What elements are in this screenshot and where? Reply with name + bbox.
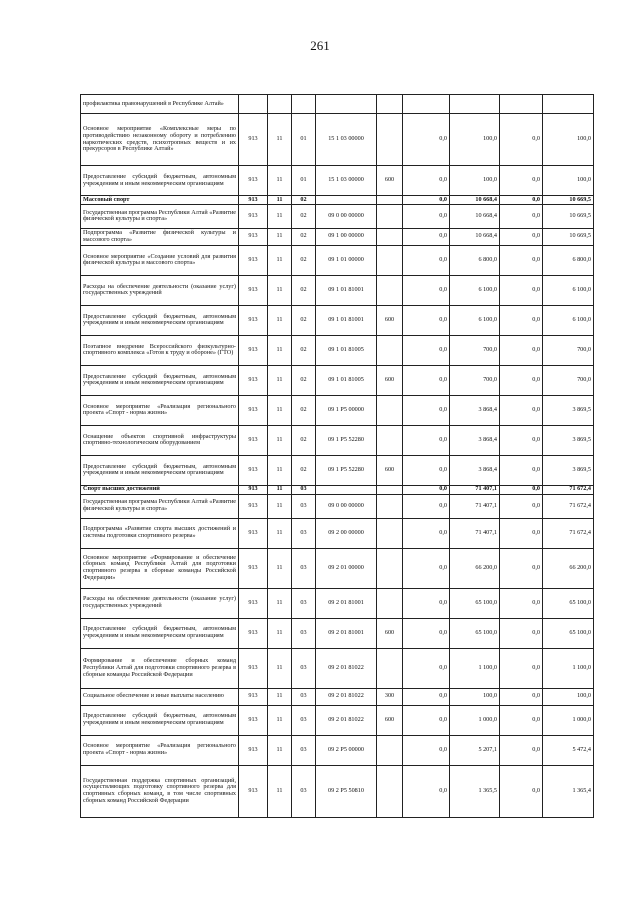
- gr-cell: 913: [239, 455, 268, 485]
- table-row: [81, 735, 594, 765]
- vr-cell: 600: [377, 705, 403, 735]
- rz-cell: 11: [268, 425, 292, 455]
- value-2-cell: 1 100,0: [450, 648, 500, 688]
- value-1-cell: 0,0: [403, 275, 450, 305]
- table-row: [81, 688, 594, 705]
- value-1-cell: 0,0: [403, 648, 450, 688]
- cs-cell: 09 2 01 81022: [316, 648, 377, 688]
- row-name-cell: Подпрограмма «Развитие физической культуры и массового спорта»: [81, 228, 239, 245]
- value-4-cell: 1 000,0: [543, 705, 594, 735]
- table-row: [81, 305, 594, 335]
- vr-cell: [377, 395, 403, 425]
- cs-cell: 09 1 P5 52280: [316, 425, 377, 455]
- gr-cell: [239, 95, 268, 114]
- pr-cell: 03: [292, 688, 316, 705]
- value-1-cell: 0,0: [403, 705, 450, 735]
- pr-cell: 03: [292, 705, 316, 735]
- gr-cell: 913: [239, 548, 268, 588]
- vr-cell: [377, 196, 403, 205]
- value-4-cell: 100,0: [543, 166, 594, 196]
- gr-cell: 913: [239, 518, 268, 548]
- value-2-cell: 71 407,1: [450, 494, 500, 518]
- value-3-cell: 0,0: [500, 765, 543, 817]
- value-3-cell: 0,0: [500, 705, 543, 735]
- value-3-cell: 0,0: [500, 485, 543, 494]
- vr-cell: [377, 494, 403, 518]
- row-name-cell: Предоставление субсидий бюджетным, автономным учреждениям и иным некоммерческим организациям: [81, 305, 239, 335]
- table-row: [81, 95, 594, 114]
- table-body: [81, 95, 594, 818]
- value-3-cell: 0,0: [500, 735, 543, 765]
- value-3-cell: 0,0: [500, 305, 543, 335]
- vr-cell: 600: [377, 455, 403, 485]
- gr-cell: 913: [239, 114, 268, 166]
- rz-cell: 11: [268, 196, 292, 205]
- table-row: [81, 588, 594, 618]
- rz-cell: 11: [268, 648, 292, 688]
- value-2-cell: 700,0: [450, 365, 500, 395]
- row-name-cell: Предоставление субсидий бюджетным, автономным учреждениям и иным некоммерческим организациям: [81, 618, 239, 648]
- rz-cell: 11: [268, 518, 292, 548]
- rz-cell: 11: [268, 455, 292, 485]
- value-2-cell: 6 100,0: [450, 275, 500, 305]
- value-2-cell: 100,0: [450, 688, 500, 705]
- value-4-cell: 65 100,0: [543, 618, 594, 648]
- vr-cell: [377, 548, 403, 588]
- value-4-cell: 1 100,0: [543, 648, 594, 688]
- row-name-cell: Основное мероприятие «Комплексные меры по противодействию незаконному обороту и потреблению наркотических средств, психотропных веществ и их прекурсоров в Республике Алтай»: [81, 114, 239, 166]
- gr-cell: 913: [239, 305, 268, 335]
- table-row: [81, 166, 594, 196]
- value-4-cell: 3 869,5: [543, 455, 594, 485]
- rz-cell: 11: [268, 618, 292, 648]
- cs-cell: 15 1 03 00000: [316, 114, 377, 166]
- value-2-cell: 71 407,1: [450, 485, 500, 494]
- value-2-cell: 66 200,0: [450, 548, 500, 588]
- value-1-cell: 0,0: [403, 114, 450, 166]
- value-2-cell: 10 668,4: [450, 196, 500, 205]
- row-name-cell: Предоставление субсидий бюджетным, автономным учреждениям и иным некоммерческим организациям: [81, 705, 239, 735]
- value-4-cell: 71 672,4: [543, 485, 594, 494]
- value-3-cell: 0,0: [500, 518, 543, 548]
- row-name-cell: Расходы на обеспечение деятельности (оказание услуг) государственных учреждений: [81, 588, 239, 618]
- value-1-cell: 0,0: [403, 305, 450, 335]
- vr-cell: [377, 245, 403, 275]
- vr-cell: [377, 648, 403, 688]
- pr-cell: 02: [292, 335, 316, 365]
- value-3-cell: 0,0: [500, 618, 543, 648]
- value-3-cell: 0,0: [500, 245, 543, 275]
- value-1-cell: 0,0: [403, 548, 450, 588]
- pr-cell: 02: [292, 365, 316, 395]
- table-row: [81, 518, 594, 548]
- cs-cell: 09 2 P5 00000: [316, 735, 377, 765]
- row-name-cell: Массовый спорт: [81, 196, 239, 205]
- value-2-cell: 3 868,4: [450, 395, 500, 425]
- vr-cell: [377, 588, 403, 618]
- pr-cell: 03: [292, 485, 316, 494]
- rz-cell: 11: [268, 335, 292, 365]
- table-row: [81, 648, 594, 688]
- value-4-cell: 6 800,0: [543, 245, 594, 275]
- vr-cell: [377, 228, 403, 245]
- cs-cell: [316, 196, 377, 205]
- value-1-cell: 0,0: [403, 494, 450, 518]
- value-1-cell: 0,0: [403, 735, 450, 765]
- row-name-cell: Спорт высших достижений: [81, 485, 239, 494]
- gr-cell: 913: [239, 688, 268, 705]
- gr-cell: 913: [239, 228, 268, 245]
- value-4-cell: 65 100,0: [543, 588, 594, 618]
- value-4-cell: 100,0: [543, 688, 594, 705]
- value-1-cell: 0,0: [403, 765, 450, 817]
- vr-cell: [377, 735, 403, 765]
- row-name-cell: Предоставление субсидий бюджетным, автономным учреждениям и иным некоммерческим организациям: [81, 365, 239, 395]
- value-3-cell: 0,0: [500, 196, 543, 205]
- budget-table: [80, 94, 594, 818]
- rz-cell: 11: [268, 166, 292, 196]
- gr-cell: 913: [239, 335, 268, 365]
- value-2-cell: 10 668,4: [450, 228, 500, 245]
- value-4-cell: 700,0: [543, 335, 594, 365]
- value-4-cell: [543, 95, 594, 114]
- value-3-cell: 0,0: [500, 648, 543, 688]
- value-1-cell: 0,0: [403, 166, 450, 196]
- pr-cell: 03: [292, 548, 316, 588]
- table-row: [81, 705, 594, 735]
- rz-cell: 11: [268, 204, 292, 228]
- gr-cell: 913: [239, 196, 268, 205]
- value-2-cell: 1 365,5: [450, 765, 500, 817]
- cs-cell: 09 1 00 00000: [316, 228, 377, 245]
- cs-cell: 09 1 01 81001: [316, 305, 377, 335]
- pr-cell: 02: [292, 275, 316, 305]
- value-1-cell: 0,0: [403, 618, 450, 648]
- value-3-cell: 0,0: [500, 588, 543, 618]
- value-4-cell: 6 100,0: [543, 275, 594, 305]
- cs-cell: 09 2 01 81022: [316, 688, 377, 705]
- gr-cell: 913: [239, 275, 268, 305]
- row-name-cell: Государственная программа Республики Алтай «Развитие физической культуры и спорта»: [81, 204, 239, 228]
- value-4-cell: 6 100,0: [543, 305, 594, 335]
- cs-cell: 09 1 01 81005: [316, 335, 377, 365]
- vr-cell: 600: [377, 166, 403, 196]
- rz-cell: 11: [268, 588, 292, 618]
- value-3-cell: 0,0: [500, 425, 543, 455]
- row-name-cell: Оснащение объектов спортивной инфраструктуры спортивно-технологическим оборудованием: [81, 425, 239, 455]
- pr-cell: 03: [292, 518, 316, 548]
- value-4-cell: 3 869,5: [543, 395, 594, 425]
- vr-cell: [377, 275, 403, 305]
- value-3-cell: [500, 95, 543, 114]
- table-row: [81, 196, 594, 205]
- table-row: [81, 245, 594, 275]
- value-1-cell: 0,0: [403, 335, 450, 365]
- pr-cell: 02: [292, 204, 316, 228]
- pr-cell: 03: [292, 765, 316, 817]
- table-row: [81, 228, 594, 245]
- rz-cell: 11: [268, 485, 292, 494]
- value-1-cell: 0,0: [403, 245, 450, 275]
- gr-cell: 913: [239, 494, 268, 518]
- vr-cell: 600: [377, 305, 403, 335]
- pr-cell: 03: [292, 494, 316, 518]
- vr-cell: [377, 518, 403, 548]
- value-4-cell: 71 672,4: [543, 518, 594, 548]
- cs-cell: 09 1 01 81001: [316, 275, 377, 305]
- value-2-cell: 65 100,0: [450, 588, 500, 618]
- pr-cell: 02: [292, 305, 316, 335]
- row-name-cell: Подпрограмма «Развитие спорта высших достижений и системы подготовки спортивного резерва»: [81, 518, 239, 548]
- table-row: [81, 365, 594, 395]
- value-4-cell: 3 869,5: [543, 425, 594, 455]
- value-3-cell: 0,0: [500, 455, 543, 485]
- vr-cell: [377, 95, 403, 114]
- value-4-cell: 10 669,5: [543, 196, 594, 205]
- row-name-cell: Формирование и обеспечение сборных команд Республики Алтай для подготовки спортивного резерва в сборные команды Российской Федерации: [81, 648, 239, 688]
- pr-cell: 01: [292, 114, 316, 166]
- cs-cell: [316, 485, 377, 494]
- value-3-cell: 0,0: [500, 395, 543, 425]
- value-2-cell: 10 668,4: [450, 204, 500, 228]
- vr-cell: 600: [377, 618, 403, 648]
- table-row: [81, 618, 594, 648]
- pr-cell: 03: [292, 618, 316, 648]
- cs-cell: [316, 95, 377, 114]
- pr-cell: 02: [292, 245, 316, 275]
- vr-cell: 600: [377, 365, 403, 395]
- pr-cell: 02: [292, 455, 316, 485]
- value-4-cell: 5 472,4: [543, 735, 594, 765]
- value-3-cell: 0,0: [500, 365, 543, 395]
- value-4-cell: 1 365,4: [543, 765, 594, 817]
- pr-cell: 03: [292, 588, 316, 618]
- value-1-cell: [403, 95, 450, 114]
- page-number: 261: [310, 38, 330, 53]
- pr-cell: 03: [292, 648, 316, 688]
- gr-cell: 913: [239, 395, 268, 425]
- value-4-cell: 10 669,5: [543, 204, 594, 228]
- gr-cell: 913: [239, 705, 268, 735]
- value-4-cell: 100,0: [543, 114, 594, 166]
- value-2-cell: 100,0: [450, 166, 500, 196]
- vr-cell: [377, 765, 403, 817]
- cs-cell: 09 1 01 81005: [316, 365, 377, 395]
- rz-cell: 11: [268, 494, 292, 518]
- rz-cell: 11: [268, 395, 292, 425]
- row-name-cell: Государственная поддержка спортивных организаций, осуществляющих подготовку спортивного резерва для спортивных сборных команд, в том числе спортивных сборных команд Российской Федерации: [81, 765, 239, 817]
- gr-cell: 913: [239, 365, 268, 395]
- gr-cell: 913: [239, 765, 268, 817]
- pr-cell: 02: [292, 425, 316, 455]
- value-2-cell: 6 800,0: [450, 245, 500, 275]
- value-3-cell: 0,0: [500, 228, 543, 245]
- value-1-cell: 0,0: [403, 196, 450, 205]
- value-4-cell: 66 200,0: [543, 548, 594, 588]
- gr-cell: 913: [239, 648, 268, 688]
- value-1-cell: 0,0: [403, 518, 450, 548]
- rz-cell: 11: [268, 275, 292, 305]
- value-3-cell: 0,0: [500, 166, 543, 196]
- value-4-cell: 700,0: [543, 365, 594, 395]
- rz-cell: 11: [268, 305, 292, 335]
- cs-cell: 09 1 01 00000: [316, 245, 377, 275]
- pr-cell: [292, 95, 316, 114]
- value-1-cell: 0,0: [403, 204, 450, 228]
- rz-cell: 11: [268, 548, 292, 588]
- rz-cell: 11: [268, 705, 292, 735]
- table-row: [81, 455, 594, 485]
- value-1-cell: 0,0: [403, 455, 450, 485]
- row-name-cell: Предоставление субсидий бюджетным, автономным учреждениям и иным некоммерческим организациям: [81, 166, 239, 196]
- row-name-cell: Основное мероприятие «Формирование и обеспечение сборных команд Республики Алтай для подготовки спортивного резерва в сборные команды Российской Федерации»: [81, 548, 239, 588]
- value-3-cell: 0,0: [500, 275, 543, 305]
- row-name-cell: Поэтапное внедрение Всероссийского физкультурно-спортивного комплекса «Готов к труду и обороне» (ГТО): [81, 335, 239, 365]
- rz-cell: 11: [268, 735, 292, 765]
- cs-cell: 09 0 00 00000: [316, 494, 377, 518]
- cs-cell: 09 1 P5 52280: [316, 455, 377, 485]
- rz-cell: 11: [268, 245, 292, 275]
- value-3-cell: 0,0: [500, 494, 543, 518]
- table-row: [81, 548, 594, 588]
- gr-cell: 913: [239, 485, 268, 494]
- value-4-cell: 10 669,5: [543, 228, 594, 245]
- value-2-cell: 6 100,0: [450, 305, 500, 335]
- value-2-cell: 3 868,4: [450, 425, 500, 455]
- value-1-cell: 0,0: [403, 425, 450, 455]
- cs-cell: 09 1 P5 00000: [316, 395, 377, 425]
- cs-cell: 09 2 01 00000: [316, 548, 377, 588]
- row-name-cell: Социальное обеспечение и иные выплаты населению: [81, 688, 239, 705]
- gr-cell: 913: [239, 166, 268, 196]
- value-2-cell: 100,0: [450, 114, 500, 166]
- gr-cell: 913: [239, 245, 268, 275]
- value-3-cell: 0,0: [500, 114, 543, 166]
- vr-cell: 300: [377, 688, 403, 705]
- cs-cell: 15 1 03 00000: [316, 166, 377, 196]
- cs-cell: 09 2 01 81001: [316, 588, 377, 618]
- vr-cell: [377, 114, 403, 166]
- gr-cell: 913: [239, 204, 268, 228]
- table-row: [81, 425, 594, 455]
- value-2-cell: 3 868,4: [450, 455, 500, 485]
- rz-cell: 11: [268, 365, 292, 395]
- value-3-cell: 0,0: [500, 335, 543, 365]
- value-2-cell: [450, 95, 500, 114]
- value-3-cell: 0,0: [500, 548, 543, 588]
- table-row: [81, 765, 594, 817]
- value-1-cell: 0,0: [403, 365, 450, 395]
- table-row: [81, 395, 594, 425]
- row-name-cell: профилактика правонарушений в Республике Алтай»: [81, 95, 239, 114]
- value-2-cell: 65 100,0: [450, 618, 500, 648]
- cs-cell: 09 2 01 81001: [316, 618, 377, 648]
- row-name-cell: Расходы на обеспечение деятельности (оказание услуг) государственных учреждений: [81, 275, 239, 305]
- cs-cell: 09 2 00 00000: [316, 518, 377, 548]
- row-name-cell: Государственная программа Республики Алтай «Развитие физической культуры и спорта»: [81, 494, 239, 518]
- value-1-cell: 0,0: [403, 485, 450, 494]
- value-2-cell: 700,0: [450, 335, 500, 365]
- table-row: [81, 494, 594, 518]
- table-row: [81, 114, 594, 166]
- pr-cell: 02: [292, 196, 316, 205]
- table-row: [81, 275, 594, 305]
- value-1-cell: 0,0: [403, 228, 450, 245]
- value-4-cell: 71 672,4: [543, 494, 594, 518]
- gr-cell: 913: [239, 588, 268, 618]
- row-name-cell: Предоставление субсидий бюджетным, автономным учреждениям и иным некоммерческим организациям: [81, 455, 239, 485]
- rz-cell: 11: [268, 114, 292, 166]
- table-row: [81, 335, 594, 365]
- table-row: [81, 485, 594, 494]
- pr-cell: 03: [292, 735, 316, 765]
- vr-cell: [377, 425, 403, 455]
- pr-cell: 01: [292, 166, 316, 196]
- rz-cell: 11: [268, 228, 292, 245]
- row-name-cell: Основное мероприятие «Создание условий для развития физической культуры и массового спорта»: [81, 245, 239, 275]
- row-name-cell: Основное мероприятие «Реализация регионального проекта «Спорт - норма жизни»: [81, 395, 239, 425]
- value-1-cell: 0,0: [403, 395, 450, 425]
- vr-cell: [377, 335, 403, 365]
- value-3-cell: 0,0: [500, 688, 543, 705]
- pr-cell: 02: [292, 228, 316, 245]
- gr-cell: 913: [239, 735, 268, 765]
- cs-cell: 09 0 00 00000: [316, 204, 377, 228]
- table-row: [81, 204, 594, 228]
- value-2-cell: 71 407,1: [450, 518, 500, 548]
- vr-cell: [377, 204, 403, 228]
- cs-cell: 09 2 P5 50810: [316, 765, 377, 817]
- rz-cell: 11: [268, 765, 292, 817]
- gr-cell: 913: [239, 425, 268, 455]
- value-2-cell: 5 207,1: [450, 735, 500, 765]
- value-3-cell: 0,0: [500, 204, 543, 228]
- vr-cell: [377, 485, 403, 494]
- row-name-cell: Основное мероприятие «Реализация регионального проекта «Спорт - норма жизни»: [81, 735, 239, 765]
- gr-cell: 913: [239, 618, 268, 648]
- value-1-cell: 0,0: [403, 688, 450, 705]
- pr-cell: 02: [292, 395, 316, 425]
- rz-cell: [268, 95, 292, 114]
- cs-cell: 09 2 01 81022: [316, 705, 377, 735]
- value-1-cell: 0,0: [403, 588, 450, 618]
- value-2-cell: 1 000,0: [450, 705, 500, 735]
- rz-cell: 11: [268, 688, 292, 705]
